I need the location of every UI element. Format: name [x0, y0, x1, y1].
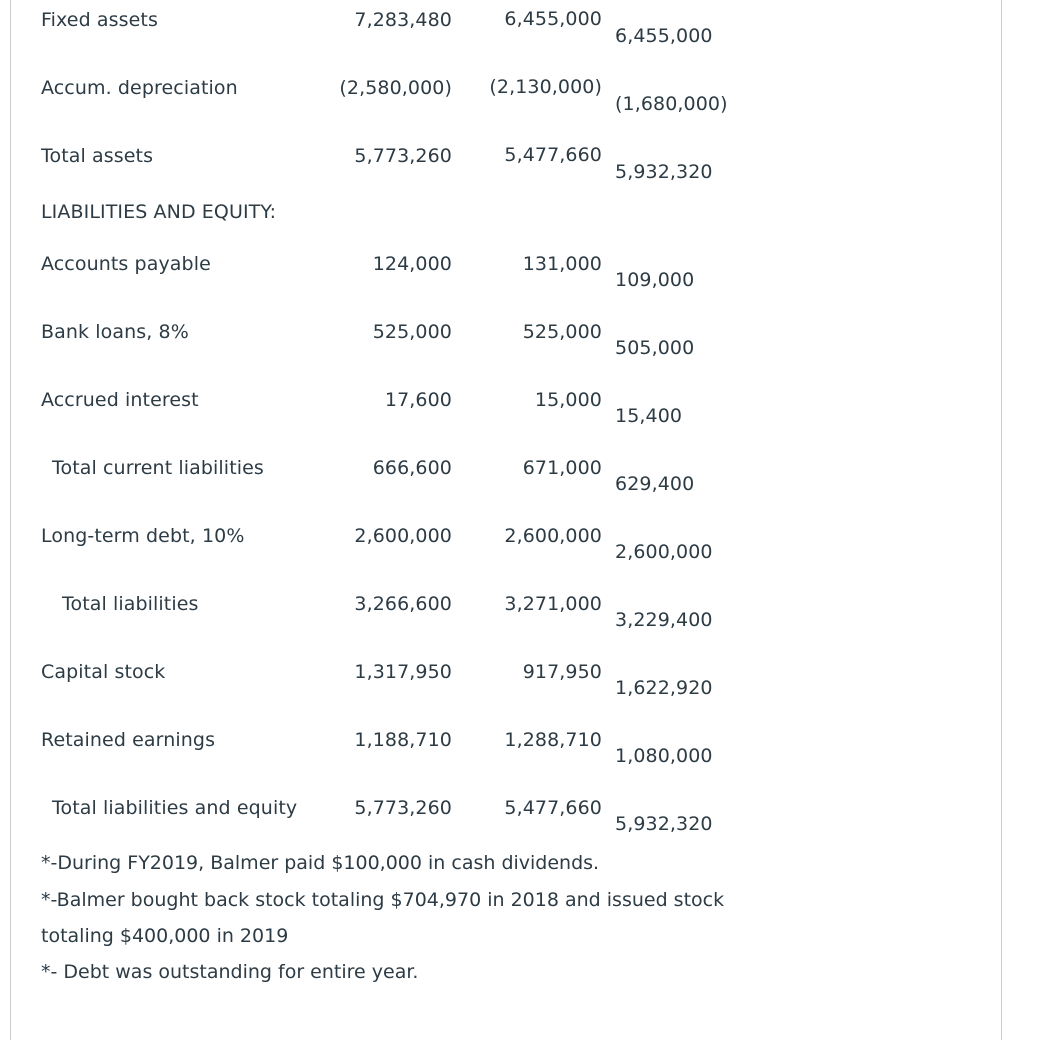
total-liabilities-equity-col1: 5,773,260	[354, 797, 452, 819]
row-label-accounts-payable: Accounts payable	[41, 253, 211, 275]
total-current-liabilities-col2: 671,000	[522, 457, 602, 479]
capital-stock-col2: 917,950	[522, 661, 602, 683]
row-label-bank-loans: Bank loans, 8%	[41, 321, 189, 343]
row-label-accrued-interest: Accrued interest	[41, 389, 199, 411]
total-assets-col1: 5,773,260	[354, 145, 452, 167]
total-assets-col3: 5,932,320	[615, 161, 713, 183]
note-buyback-line2: totaling $400,000 in 2019	[41, 925, 289, 947]
accum-depreciation-col3: (1,680,000)	[615, 93, 728, 115]
total-current-liabilities-col3: 629,400	[615, 473, 695, 495]
row-label-total-current-liabilities: Total current liabilities	[52, 457, 264, 479]
accounts-payable-col3: 109,000	[615, 269, 695, 291]
accrued-interest-col1: 17,600	[384, 389, 452, 411]
accounts-payable-col2: 131,000	[522, 253, 602, 275]
section-heading-liabilities-equity: LIABILITIES AND EQUITY:	[41, 201, 277, 223]
retained-earnings-col2: 1,288,710	[504, 729, 602, 751]
row-label-accum-depreciation: Accum. depreciation	[41, 77, 238, 99]
row-label-total-assets: Total assets	[41, 145, 154, 167]
total-liabilities-col2: 3,271,000	[504, 593, 602, 615]
long-term-debt-col2: 2,600,000	[504, 525, 602, 547]
accrued-interest-col3: 15,400	[615, 405, 683, 427]
note-dividends: *-During FY2019, Balmer paid $100,000 in cash dividends.	[41, 852, 600, 874]
capital-stock-col1: 1,317,950	[354, 661, 452, 683]
row-label-total-liabilities-and-equity: Total liabilities and equity	[52, 797, 298, 819]
fixed-assets-col1: 7,283,480	[354, 9, 452, 31]
total-liabilities-equity-col2: 5,477,660	[504, 797, 602, 819]
total-assets-col2: 5,477,660	[504, 144, 602, 166]
total-current-liabilities-col1: 666,600	[372, 457, 452, 479]
capital-stock-col3: 1,622,920	[615, 677, 713, 699]
note-debt-outstanding: *- Debt was outstanding for entire year.	[41, 961, 419, 983]
note-buyback-line1: *-Balmer bought back stock totaling $704,970 in 2018 and issued stock	[41, 889, 725, 911]
total-liabilities-col3: 3,229,400	[615, 609, 713, 631]
long-term-debt-col3: 2,600,000	[615, 541, 713, 563]
accrued-interest-col2: 15,000	[534, 389, 602, 411]
accum-depreciation-col2: (2,130,000)	[489, 76, 602, 98]
row-label-capital-stock: Capital stock	[41, 661, 166, 683]
retained-earnings-col3: 1,080,000	[615, 745, 713, 767]
row-label-long-term-debt: Long-term debt, 10%	[41, 525, 245, 547]
fixed-assets-col3: 6,455,000	[615, 25, 713, 47]
total-liabilities-col1: 3,266,600	[354, 593, 452, 615]
fixed-assets-col2: 6,455,000	[504, 8, 602, 30]
row-label-fixed-assets: Fixed assets	[41, 9, 158, 31]
bank-loans-col1: 525,000	[372, 321, 452, 343]
row-label-total-liabilities: Total liabilities	[62, 593, 199, 615]
bank-loans-col3: 505,000	[615, 337, 695, 359]
long-term-debt-col1: 2,600,000	[354, 525, 452, 547]
retained-earnings-col1: 1,188,710	[354, 729, 452, 751]
accum-depreciation-col1: (2,580,000)	[339, 77, 452, 99]
total-liabilities-equity-col3: 5,932,320	[615, 813, 713, 835]
row-label-retained-earnings: Retained earnings	[41, 729, 216, 751]
accounts-payable-col1: 124,000	[372, 253, 452, 275]
bank-loans-col2: 525,000	[522, 321, 602, 343]
